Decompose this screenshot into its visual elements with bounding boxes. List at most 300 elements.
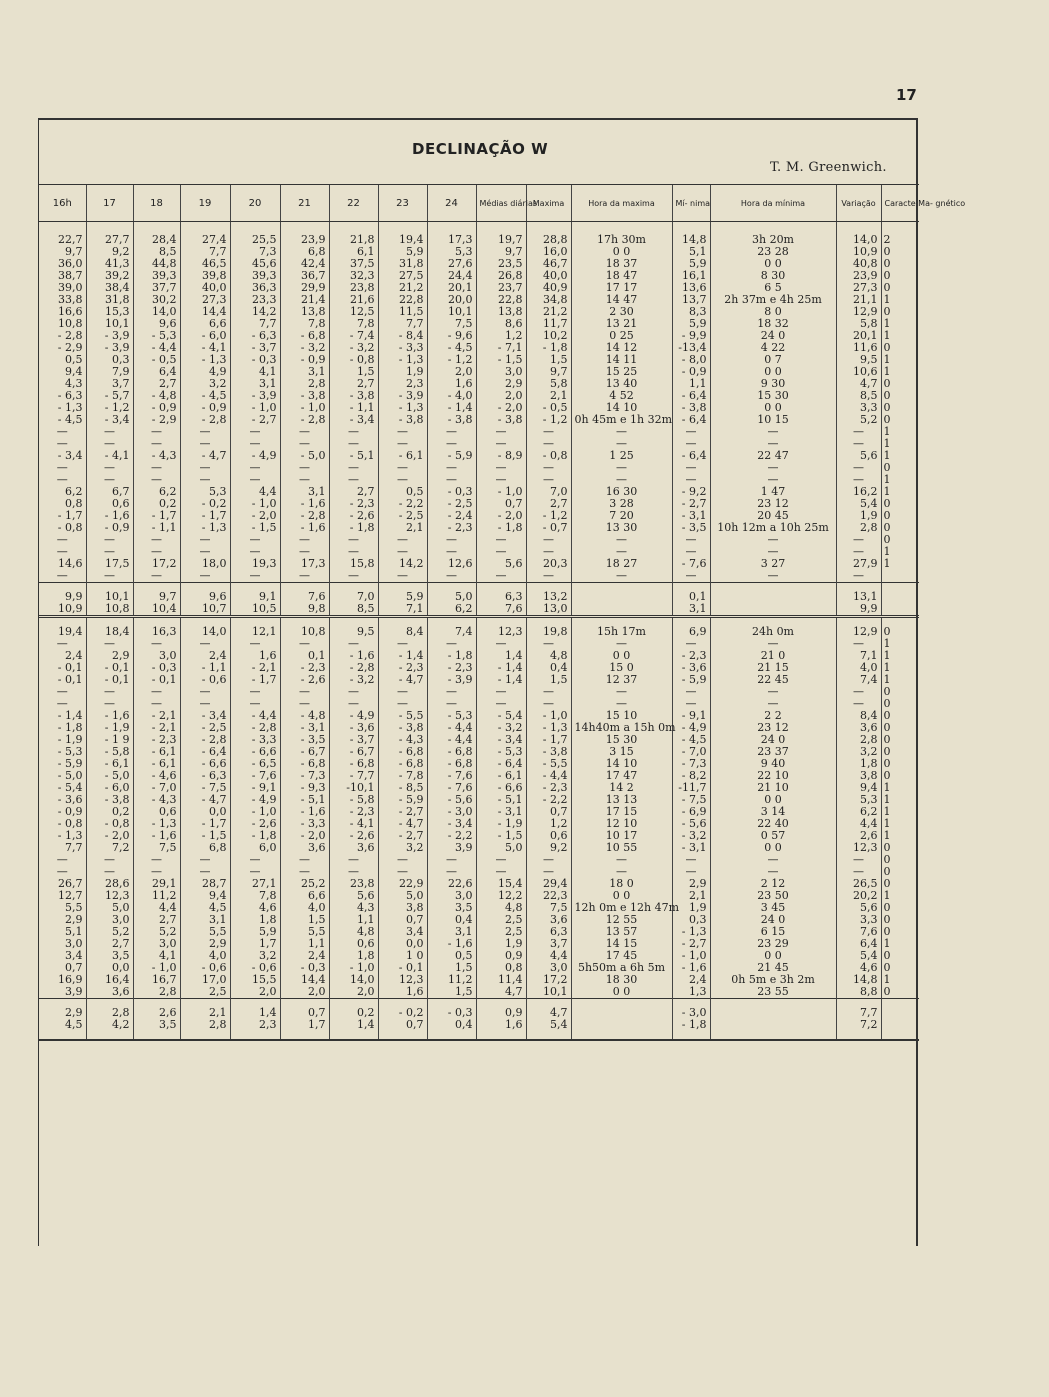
table-cell: 14,2 (378, 558, 427, 570)
table-cell: - 4,4 (427, 722, 476, 734)
table-cell: 4,7 (526, 1007, 571, 1019)
table-row (39, 570, 919, 583)
table-cell: - 3,3 (230, 734, 280, 746)
table-cell: - 2,2 (378, 498, 427, 510)
table-cell: — (56, 569, 68, 582)
table-cell: 14 10 (571, 402, 672, 414)
table-cell: — (672, 854, 710, 866)
table-cell: 1,5 (526, 354, 571, 366)
table-cell: 23,9 (280, 234, 329, 246)
table-cell: — (476, 698, 526, 710)
table-cell: 9,4 (65, 365, 83, 378)
table-cell: 36,0 (58, 257, 83, 270)
table-cell: - 2,7 (378, 830, 427, 842)
table-cell: 5,5 (180, 926, 230, 938)
table-cell: 0 (881, 378, 919, 390)
table-cell: 0 (881, 402, 919, 414)
table-cell: - 6,0 (86, 782, 133, 794)
table-cell: 27,3 (836, 282, 881, 294)
table-cell: - 1,6 (427, 938, 476, 950)
table-row (39, 534, 919, 546)
table-cell: 9,6 (180, 591, 230, 603)
table-cell: 2,8 (133, 986, 180, 999)
table-cell: 3,5 (427, 902, 476, 914)
table-cell: - 0,3 (427, 1007, 476, 1019)
table-cell: -11,7 (672, 782, 710, 794)
table-cell: 4,0 (280, 902, 329, 914)
table-cell: — (56, 545, 68, 558)
table-cell: 4,6 (230, 902, 280, 914)
table-cell: - 1,3 (672, 926, 710, 938)
table-cell: 5,2 (836, 414, 881, 426)
table-cell: - 2,0 (230, 510, 280, 522)
table-cell: 40,0 (180, 282, 230, 294)
table-cell: 4,2 (86, 1019, 133, 1031)
table-cell: 2,1 (526, 390, 571, 402)
table-cell: - 6,8 (378, 758, 427, 770)
table-cell: — (571, 534, 672, 546)
table-row (39, 426, 919, 438)
table-cell: 2,5 (476, 926, 526, 938)
table-cell: 1 (881, 366, 919, 378)
table-cell: — (672, 866, 710, 878)
table-cell: 9,6 (133, 318, 180, 330)
table-cell: 3,0 (476, 366, 526, 378)
table-cell: 0,0 (86, 962, 133, 974)
spacer-cell (476, 1031, 526, 1040)
table-cell: — (836, 426, 881, 438)
table-cell: — (86, 534, 133, 546)
table-cell: 2,1 (180, 1007, 230, 1019)
table-cell: — (526, 854, 571, 866)
table-cell: - 3,4 (329, 414, 378, 426)
table-cell: 7,1 (836, 650, 881, 662)
table-cell: - 0,9 (57, 805, 83, 818)
table-cell: 17,3 (280, 558, 329, 570)
spacer-cell (881, 583, 919, 592)
table-cell: - 1,8 (672, 1019, 710, 1031)
table-cell: — (329, 638, 378, 650)
table-cell: - 3,8 (378, 722, 427, 734)
table-cell: — (180, 698, 230, 710)
table-cell: - 4,8 (280, 710, 329, 722)
table-cell: — (180, 534, 230, 546)
table-cell: 15 0 (571, 662, 672, 674)
table-cell: — (280, 698, 329, 710)
declination-table (39, 184, 966, 1041)
table-cell: - 1,2 (427, 354, 476, 366)
table-cell: 0,9 (476, 950, 526, 962)
table-cell: 23,8 (329, 282, 378, 294)
table-cell (881, 570, 919, 583)
table-cell: 6 5 (710, 282, 836, 294)
table-cell: 5,5 (65, 901, 83, 914)
table-cell: — (230, 866, 280, 878)
table-cell: - 6,1 (86, 758, 133, 770)
table-cell: 0 0 (571, 650, 672, 662)
table-cell: - 8,5 (378, 782, 427, 794)
table-cell: 14,8 (672, 234, 710, 246)
table-cell: 24 0 (710, 734, 836, 746)
table-cell: — (427, 438, 476, 450)
table-cell: 2,9 (65, 913, 83, 926)
table-cell: - 4,4 (526, 770, 571, 782)
table-cell: 0,7 (65, 961, 83, 974)
table-cell: 29,9 (280, 282, 329, 294)
table-cell: 2 30 (571, 306, 672, 318)
table-cell: 11,2 (427, 974, 476, 986)
table-cell: — (836, 438, 881, 450)
table-cell: 4,3 (329, 902, 378, 914)
table-cell: 17,2 (133, 558, 180, 570)
table-cell: — (571, 638, 672, 650)
table-cell: 27,7 (86, 234, 133, 246)
table-cell: 0,2 (133, 498, 180, 510)
table-cell: - 7,0 (133, 782, 180, 794)
table-cell: 0 (881, 498, 919, 510)
table-cell: 34,8 (526, 294, 571, 306)
table-cell: 3 14 (710, 806, 836, 818)
table-cell: - 3,2 (672, 830, 710, 842)
table-cell: 7,1 (378, 603, 427, 617)
table-cell: - 3,4 (180, 710, 230, 722)
table-cell: - 3,8 (280, 390, 329, 402)
table-cell: - 6,8 (280, 330, 329, 342)
table-cell (881, 1007, 919, 1019)
table-cell: - 0,1 (133, 674, 180, 686)
table-cell: — (56, 697, 68, 710)
table-cell: - 1,5 (180, 830, 230, 842)
table-cell: 19,3 (230, 558, 280, 570)
table-cell: — (56, 637, 68, 650)
table-cell: 20,1 (427, 282, 476, 294)
table-cell: 7,8 (329, 318, 378, 330)
table-cell: - 0,2 (378, 1007, 427, 1019)
table-cell: 0h 5m e 3h 2m (710, 974, 836, 986)
table-cell: - 4,1 (180, 342, 230, 354)
table-cell: 3,9 (427, 842, 476, 854)
table-cell: - 2,8 (230, 722, 280, 734)
table-cell: - 2,1 (230, 662, 280, 674)
table-cell: 1,8 (329, 950, 378, 962)
table-cell: - 6,1 (476, 770, 526, 782)
table-cell: — (56, 853, 68, 866)
table-cell: 0 0 (571, 890, 672, 902)
table-cell: - 5,0 (57, 769, 83, 782)
table-cell: 7,7 (836, 1007, 881, 1019)
table-cell: 18 0 (571, 878, 672, 890)
table-cell: - 6,8 (427, 758, 476, 770)
table-cell: 12,3 (836, 842, 881, 854)
table-cell: 1,3 (672, 986, 710, 999)
table-cell: 16,3 (133, 626, 180, 638)
table-cell: - 6,0 (180, 330, 230, 342)
table-cell: 3,0 (133, 938, 180, 950)
table-cell: - 6,3 (57, 389, 83, 402)
table-cell: 0 0 (571, 986, 672, 999)
table-cell: 9,2 (86, 246, 133, 258)
table-cell: 4,0 (180, 950, 230, 962)
table-cell: 15,4 (476, 878, 526, 890)
table-cell: — (56, 685, 68, 698)
table-cell: 39,3 (230, 270, 280, 282)
table-cell: — (710, 686, 836, 698)
table-cell: — (672, 638, 710, 650)
table-cell: 7,5 (427, 318, 476, 330)
table-cell: 6,1 (329, 246, 378, 258)
table-cell: 12,9 (836, 626, 881, 638)
table-cell: - 1,0 (133, 962, 180, 974)
table-cell: — (133, 698, 180, 710)
table-cell: 1 (881, 354, 919, 366)
table-cell: 1 (881, 638, 919, 650)
table-cell: - 6,4 (672, 390, 710, 402)
table-cell: - 5,4 (57, 781, 83, 794)
table-cell: 0 (881, 842, 919, 854)
table-cell: 23,5 (476, 258, 526, 270)
table-cell: — (133, 638, 180, 650)
table-cell: — (86, 866, 133, 878)
table-cell: — (86, 474, 133, 486)
table-cell: 7,8 (230, 890, 280, 902)
table-cell: 39,8 (180, 270, 230, 282)
table-body (39, 222, 919, 1041)
table-cell: 14h40m a 15h 0m (571, 722, 672, 734)
table-cell: - 5,1 (329, 450, 378, 462)
table-cell: 13,6 (672, 282, 710, 294)
table-cell: — (280, 546, 329, 558)
table-cell: 2,5 (476, 914, 526, 926)
table-cell: 4,8 (329, 926, 378, 938)
table-cell: 2,9 (180, 938, 230, 950)
table-cell: — (280, 426, 329, 438)
table-cell: 5h50m a 6h 5m (571, 962, 672, 974)
table-cell: - 6,8 (427, 746, 476, 758)
table-cell: 4,4 (526, 950, 571, 962)
table-cell: — (571, 474, 672, 486)
table-cell (571, 1019, 672, 1031)
table-cell: - 1,2 (86, 402, 133, 414)
table-cell: 38,7 (58, 269, 83, 282)
table-cell: — (329, 854, 378, 866)
table-cell: - 1,7 (133, 510, 180, 522)
table-cell: 3,1 (280, 486, 329, 498)
table-cell: 0,0 (378, 938, 427, 950)
table-cell: 20,0 (427, 294, 476, 306)
table-cell: - 1,7 (526, 734, 571, 746)
table-cell: — (378, 474, 427, 486)
table-cell: — (230, 686, 280, 698)
table-cell: 13 21 (571, 318, 672, 330)
table-cell: 0h 45m e 1h 32m (571, 414, 672, 426)
table-cell: — (86, 570, 133, 583)
table-cell: 3,8 (836, 770, 881, 782)
table-cell: 0,5 (65, 353, 83, 366)
table-cell: 0,5 (427, 950, 476, 962)
table-cell: 0 (881, 510, 919, 522)
table-cell: — (710, 462, 836, 474)
table-cell: 13,2 (526, 591, 571, 603)
table-cell: - 0,8 (57, 817, 83, 830)
table-cell: 4,0 (836, 662, 881, 674)
table-cell: - 8,2 (672, 770, 710, 782)
table-cell: 7,3 (230, 246, 280, 258)
table-cell: 11,7 (526, 318, 571, 330)
table-cell: 20,2 (836, 890, 881, 902)
spacer-cell (280, 1031, 329, 1040)
table-cell: 3,5 (133, 1019, 180, 1031)
table-cell: 0 (881, 258, 919, 270)
table-cell: 5,9 (672, 258, 710, 270)
table-cell: — (427, 866, 476, 878)
table-cell: 12,6 (427, 558, 476, 570)
table-cell: 7,7 (65, 841, 83, 854)
table-cell: 3,5 (86, 950, 133, 962)
table-cell: - 4,9 (329, 710, 378, 722)
table-cell: — (526, 426, 571, 438)
table-cell: 8,8 (836, 986, 881, 999)
table-cell: 1 (881, 782, 919, 794)
table-cell: 13 57 (571, 926, 672, 938)
table-cell: 3,1 (180, 914, 230, 926)
table-cell: — (571, 686, 672, 698)
spacer-cell (378, 1031, 427, 1040)
table-cell: - 6,6 (230, 746, 280, 758)
table-cell: - 5,9 (378, 794, 427, 806)
table-cell: 5,9 (378, 246, 427, 258)
table-cell: 18 27 (571, 558, 672, 570)
table-cell: - 2,3 (672, 650, 710, 662)
table-cell: 17,0 (180, 974, 230, 986)
table-cell: 25,5 (230, 234, 280, 246)
table-cell: 3,2 (180, 378, 230, 390)
table-cell: 0 (881, 926, 919, 938)
table-cell: 27,6 (427, 258, 476, 270)
table-cell: 7,6 (836, 926, 881, 938)
table-cell: — (571, 426, 672, 438)
table-cell: 0 (881, 306, 919, 318)
table-cell: - 5,6 (672, 818, 710, 830)
table-cell: 1 (881, 450, 919, 462)
col-header-variacao: Variação (836, 185, 881, 222)
table-cell: 2 (881, 234, 919, 246)
table-cell: 0,0 (180, 806, 230, 818)
table-cell: 1,7 (230, 938, 280, 950)
table-cell: 10,1 (86, 318, 133, 330)
table-cell: — (526, 546, 571, 558)
table-cell: 15,8 (329, 558, 378, 570)
table-cell: - 3,8 (526, 746, 571, 758)
table-cell: - 0,9 (180, 402, 230, 414)
table-cell: - 1,6 (133, 830, 180, 842)
table-cell: - 3,1 (280, 722, 329, 734)
table-cell: — (230, 570, 280, 583)
table-cell: 0,7 (476, 498, 526, 510)
spacer-cell (881, 999, 919, 1008)
table-cell: - 2,5 (180, 722, 230, 734)
table-row (39, 842, 919, 854)
table-cell: 0 (881, 342, 919, 354)
table-cell: — (476, 534, 526, 546)
table-cell: — (180, 638, 230, 650)
table-cell: - 9,2 (672, 486, 710, 498)
table-cell: - 4,3 (133, 450, 180, 462)
table-cell: 10,8 (58, 317, 83, 330)
table-cell: 7 20 (571, 510, 672, 522)
table-cell: - 1,3 (180, 354, 230, 366)
table-cell: 17 45 (571, 950, 672, 962)
table-cell: 14,0 (836, 234, 881, 246)
table-cell: 1 (881, 818, 919, 830)
table-cell: 45,6 (230, 258, 280, 270)
table-cell: - 4,4 (427, 734, 476, 746)
table-cell: 2,4 (280, 950, 329, 962)
table-cell: — (672, 534, 710, 546)
table-cell: 6,0 (230, 842, 280, 854)
table-cell: 1 (881, 830, 919, 842)
table-cell: 5,0 (476, 842, 526, 854)
table-cell: 7,2 (86, 842, 133, 854)
table-cell: 3,6 (836, 722, 881, 734)
table-cell (571, 1007, 672, 1019)
table-cell: 3h 20m (710, 234, 836, 246)
spacer-cell (710, 583, 836, 592)
table-cell: - 3,5 (672, 522, 710, 534)
table-row (39, 986, 919, 999)
table-cell: - 4,4 (133, 342, 180, 354)
table-cell: - 1,7 (57, 509, 83, 522)
table-cell: 1,5 (427, 986, 476, 999)
table-cell: — (180, 854, 230, 866)
table-cell: 0 (881, 962, 919, 974)
table-cell: 2,8 (836, 734, 881, 746)
table-cell: 17 17 (571, 282, 672, 294)
table-cell: 2 2 (710, 710, 836, 722)
table-cell: 33,8 (58, 293, 83, 306)
table-cell: — (230, 854, 280, 866)
table-cell: 0 0 (710, 258, 836, 270)
table-header (39, 185, 966, 222)
table-cell: - 0,1 (57, 673, 83, 686)
table-cell: - 7,6 (427, 782, 476, 794)
table-cell (710, 1019, 836, 1031)
table-cell: - 5,8 (86, 746, 133, 758)
table-cell: 22 47 (710, 450, 836, 462)
table-cell: - 5,3 (476, 746, 526, 758)
table-cell: - 0,9 (86, 522, 133, 534)
col-header-21: 21 (280, 185, 329, 222)
table-cell: — (710, 866, 836, 878)
table-cell: 3,6 (329, 842, 378, 854)
table-cell: 10 15 (710, 414, 836, 426)
table-cell: — (836, 546, 881, 558)
table-cell: 1,2 (526, 818, 571, 830)
table-row (39, 603, 919, 617)
table-cell: 3,7 (86, 378, 133, 390)
page-subtitle: T. M. Greenwich. (770, 160, 887, 175)
table-cell: 0 (881, 626, 919, 638)
table-cell: — (427, 462, 476, 474)
table-cell: — (133, 866, 180, 878)
table-cell: 2,9 (65, 1006, 83, 1019)
table-cell: — (133, 854, 180, 866)
table-cell: - 1,5 (476, 354, 526, 366)
table-cell: — (571, 546, 672, 558)
table-cell: 2,0 (280, 986, 329, 999)
table-cell: - 5,1 (280, 794, 329, 806)
table-cell: 2,7 (329, 486, 378, 498)
table-cell: - 1 9 (86, 734, 133, 746)
